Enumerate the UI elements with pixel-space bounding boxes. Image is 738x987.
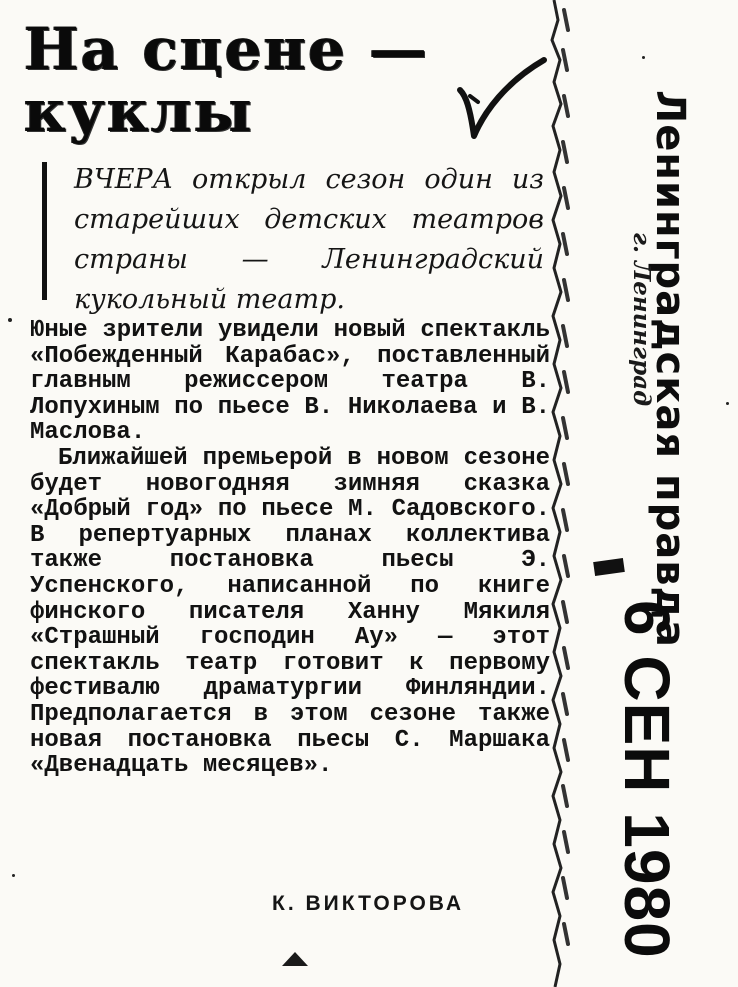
perforated-cut-edge — [548, 0, 574, 987]
stamp-dash — [593, 558, 625, 576]
ink-speck — [726, 402, 729, 405]
author-signature: К. ВИКТОРОВА — [272, 892, 465, 915]
ink-speck — [642, 56, 645, 59]
body-paragraph-1: Юные зрители увидели новый спектакль «Побежденный Карабас», поставленный главным режиссером театра В. Лопухиным по пьесе В. Николаева и В. Маслова. — [30, 317, 550, 447]
lead-rule — [42, 162, 47, 300]
publication-date-stamp: 6 СЕН 1980 — [611, 600, 683, 959]
lead-paragraph: ВЧЕРА открыл сезон один из старейших детских театров страны — Ленинградский кукольный театр. — [74, 164, 544, 315]
checkmark-icon — [448, 52, 548, 142]
body-paragraph-2: Ближайшей премьерой в новом сезоне будет новогодняя зимняя сказка «Добрый год» по пьесе М. Садовского. В репертуарных планах коллектива также постановка пьесы Э. Успенского, написанной по книге финского писателя Ханну Мякиля «Страшный господин Ау» — этот спектакль театр готовит к первому фестивалю драматургии Финляндии. Предполагается в этом сезоне также новая постановка пьесы С. Маршака «Двенадцать месяцев». — [30, 444, 550, 780]
headline-line-1: На сцене — — [24, 15, 430, 83]
ink-speck — [12, 874, 15, 877]
ink-speck — [8, 318, 12, 322]
headline-line-2: куклы — [24, 77, 254, 145]
article-body — [30, 318, 550, 779]
triangle-mark-icon — [282, 952, 308, 966]
article-headline — [24, 15, 484, 145]
city-line: г. Ленинград — [628, 232, 655, 407]
newspaper-masthead: Ленинградская правда — [647, 90, 693, 648]
